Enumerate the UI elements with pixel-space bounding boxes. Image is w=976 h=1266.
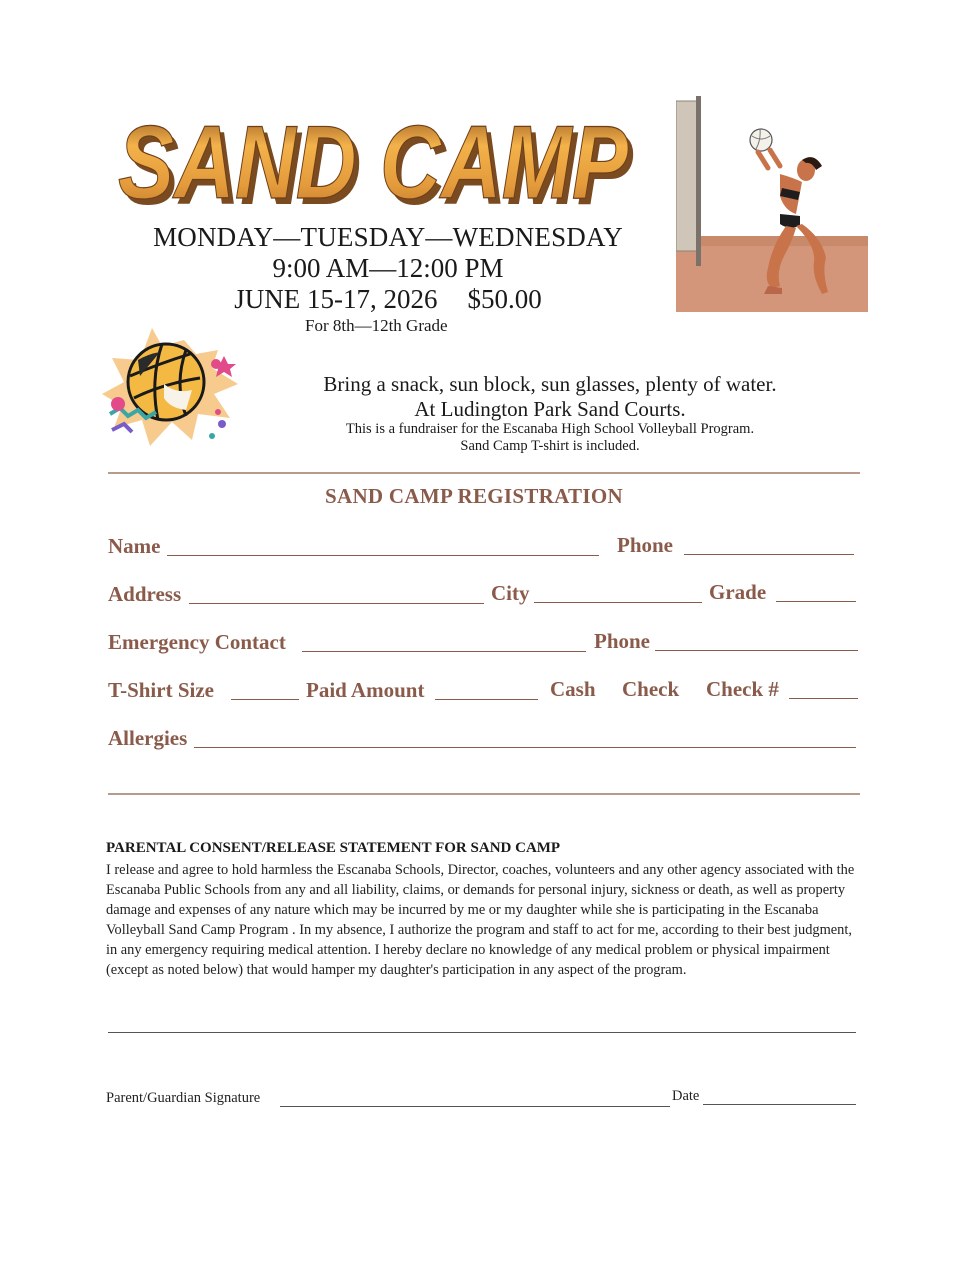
volleyball-clipart (100, 324, 245, 456)
emergency-phone-field[interactable] (655, 650, 858, 651)
emergency-contact-label: Emergency Contact (108, 630, 286, 654)
signature-label: Parent/Guardian Signature (106, 1090, 261, 1106)
page-title: SAND CAMP (118, 105, 629, 215)
date-label: Date (672, 1088, 700, 1104)
cash-option[interactable]: Cash (550, 677, 596, 701)
phone-label: Phone (617, 533, 674, 557)
sand-camp-title-graphic (110, 100, 650, 215)
divider-bottom (108, 793, 860, 795)
tshirt-size-label: T-Shirt Size (108, 678, 214, 702)
camp-dates-and-price (128, 284, 648, 315)
name-label: Name (108, 534, 161, 558)
city-label: City (491, 581, 530, 605)
volleyball-player-illustration (676, 96, 868, 312)
emergency-phone-label: Phone (594, 629, 651, 653)
fundraiser-note: This is a fundraiser for the Escanaba High School Volleyball Program. (345, 421, 755, 437)
address-field[interactable] (189, 603, 484, 604)
grade-field[interactable] (776, 601, 856, 602)
check-number-field[interactable] (789, 698, 858, 699)
check-number-label: Check # (706, 677, 779, 701)
camp-dates: JUNE 15-17, 2026 (234, 284, 438, 314)
title-shadow: SAND CAMP (123, 111, 634, 215)
camp-time: 9:00 AM—12:00 PM (272, 253, 504, 283)
consent-title: PARENTAL CONSENT/RELEASE STATEMENT FOR SAND CAMP (106, 840, 561, 856)
camp-days: MONDAY—TUESDAY—WEDNESDAY (153, 222, 623, 252)
registration-title: SAND CAMP REGISTRATION (325, 484, 623, 508)
check-option[interactable]: Check (622, 677, 680, 701)
tshirt-size-field[interactable] (231, 699, 299, 700)
paid-amount-field[interactable] (435, 699, 538, 700)
camp-location: At Ludington Park Sand Courts. (414, 397, 686, 421)
emergency-contact-field[interactable] (302, 651, 586, 652)
name-field[interactable] (167, 555, 599, 556)
paid-amount-label: Paid Amount (306, 678, 425, 702)
grade-range: For 8th—12th Grade (305, 316, 448, 335)
tshirt-note: Sand Camp T-shirt is included. (460, 438, 640, 454)
grade-label: Grade (709, 580, 767, 604)
signature-field[interactable] (280, 1106, 670, 1107)
address-label: Address (108, 582, 182, 606)
city-field[interactable] (534, 602, 702, 603)
allergies-label: Allergies (108, 726, 188, 750)
consent-statement: I release and agree to hold harmless the Escanaba Schools, Director, coaches, volunteers and any other agency associated with the Escanaba Public Schools from any and all liability, claims, or demands for personal injury, sickness or death, as well as property damage and expenses of any nature which may be incurred by me or my daughter while she is participating in the Escanaba Volleyball Sand Camp Program . In my absence, I authorize the program and staff to act for me, according to their best judgment, in any emergency requiring medical attention. I hereby declare no knowledge of any medical problem or physical impairment (except as noted below) that would hamper my daughter's participation in any aspect of the program. (106, 862, 855, 978)
camp-price: $50.00 (467, 284, 542, 314)
bring-items: Bring a snack, sun block, sun glasses, plenty of water. (323, 372, 777, 396)
date-field[interactable] (703, 1104, 856, 1105)
allergies-field[interactable] (194, 747, 856, 748)
phone-field[interactable] (684, 554, 854, 555)
notes-line[interactable] (108, 1032, 856, 1033)
divider-top (108, 472, 860, 474)
